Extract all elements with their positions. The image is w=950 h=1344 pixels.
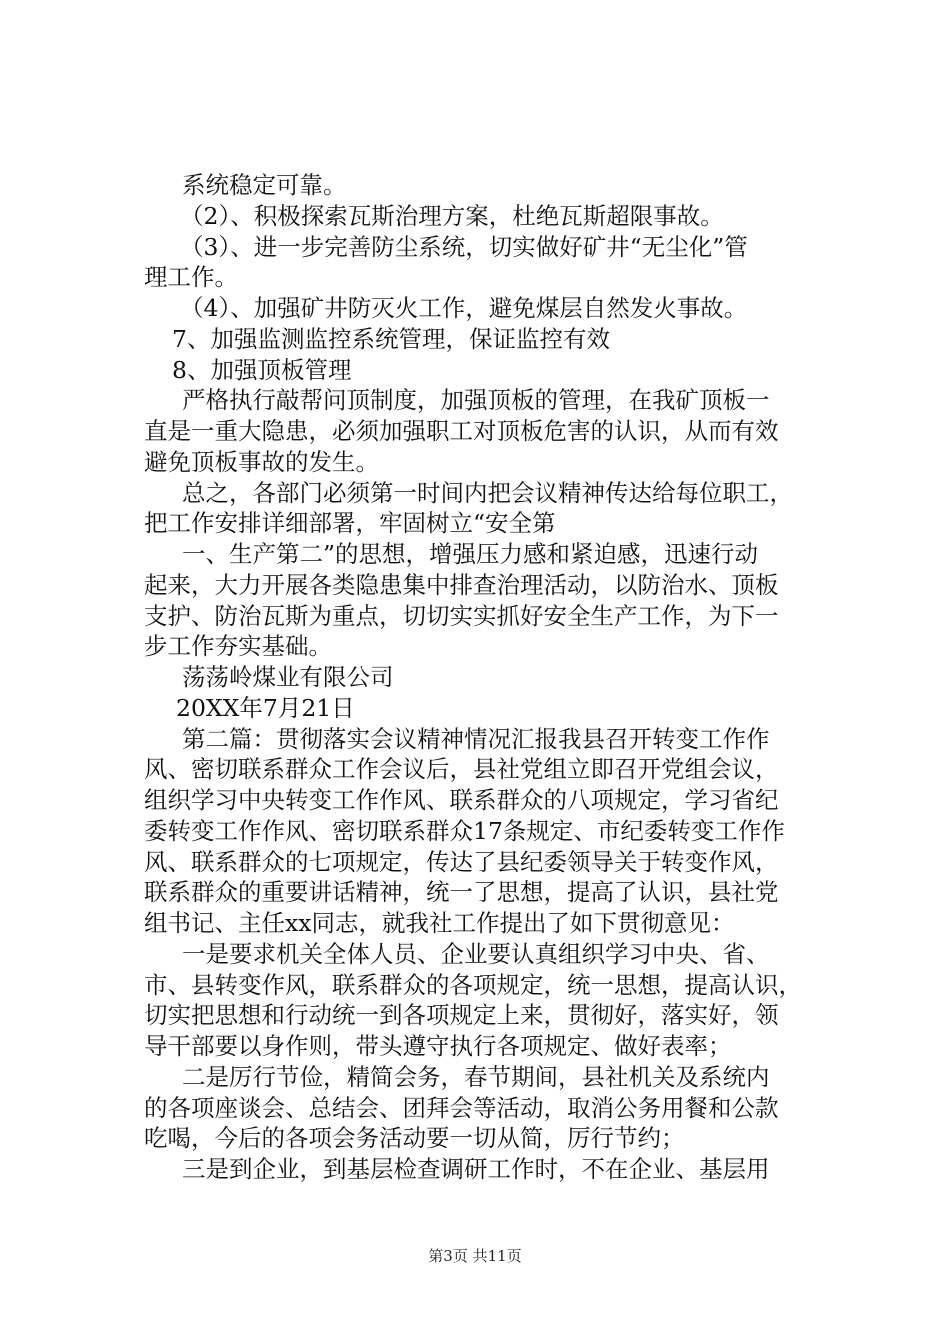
text-line: 理工作。: [144, 263, 238, 291]
text-line: （3）、进一步完善防尘系统，切实做好矿井“无尘化”管: [180, 233, 748, 261]
text-line: 一、生产第二”的思想，增强压力感和紧迫感，迅速行动: [182, 540, 759, 568]
text-line: 7、加强监测监控系统管理，保证监控有效: [172, 325, 610, 353]
text-line: 组书记、主任xx同志，就我社工作提出了如下贯彻意见：: [144, 909, 735, 937]
text-line: 起来，大力开展各类隐患集中排查治理活动，以防治水、顶板: [144, 571, 779, 599]
text-line: 一是要求机关全体人员、企业要认真组织学习中央、省、: [182, 940, 770, 968]
text-line: （2）、积极探索瓦斯治理方案，杜绝瓦斯超限事故。: [180, 202, 724, 230]
text-line: 市、县转变作风，联系群众的各项规定，统一思想，提高认识，: [144, 971, 802, 999]
text-line: 第二篇：贯彻落实会议精神情况汇报我县召开转变工作作: [182, 725, 770, 753]
text-line: 二是厉行节俭，精简会务，春节期间，县社机关及系统内: [182, 1063, 770, 1091]
text-line: 组织学习中央转变工作作风、联系群众的八项规定，学习省纪: [144, 786, 779, 814]
text-line: 委转变工作作风、密切联系群众17条规定、市纪委转变工作作: [144, 817, 785, 845]
text-line: 严格执行敲帮问顶制度，加强顶板的管理，在我矿顶板一: [182, 386, 770, 414]
text-line: 切实把思想和行动统一到各项规定上来，贯彻好，落实好，领: [144, 1001, 779, 1029]
page-footer: 第3页 共11页: [428, 1247, 522, 1265]
text-line: 直是一重大隐患，必须加强职工对顶板危害的认识，从而有效: [144, 417, 779, 445]
text-line: 系统稳定可靠。: [182, 171, 347, 199]
text-line: 避免顶板事故的发生。: [144, 448, 379, 476]
text-line: 风、联系群众的七项规定，传达了县纪委领导关于转变作风，: [144, 848, 779, 876]
text-line: 8、加强顶板管理: [172, 356, 352, 384]
text-line: 支护、防治瓦斯为重点，切切实实抓好安全生产工作，为下一: [144, 602, 779, 630]
text-line: 步工作夯实基础。: [144, 632, 332, 660]
text-line: （4）、加强矿井防灭火工作，避免煤层自然发火事故。: [180, 294, 748, 322]
text-line: 吃喝，今后的各项会务活动要一切从简，厉行节约；: [144, 1124, 685, 1152]
text-line: 风、密切联系群众工作会议后，县社党组立即召开党组会议，: [144, 755, 779, 783]
text-line: 20XX年7月21日: [176, 694, 355, 722]
text-line: 荡荡岭煤业有限公司: [182, 663, 394, 691]
text-line: 的各项座谈会、总结会、团拜会等活动，取消公务用餐和公款: [144, 1094, 779, 1122]
text-line: 把工作安排详细部署，牢固树立“安全第: [144, 509, 556, 537]
text-line: 三是到企业，到基层检查调研工作时，不在企业、基层用: [182, 1155, 770, 1183]
text-line: 总之，各部门必须第一时间内把会议精神传达给每位职工，: [182, 479, 793, 507]
text-line: 联系群众的重要讲话精神，统一了思想，提高了认识，县社党: [144, 878, 779, 906]
text-line: 导干部要以身作则，带头遵守执行各项规定、做好表率；: [144, 1032, 732, 1060]
